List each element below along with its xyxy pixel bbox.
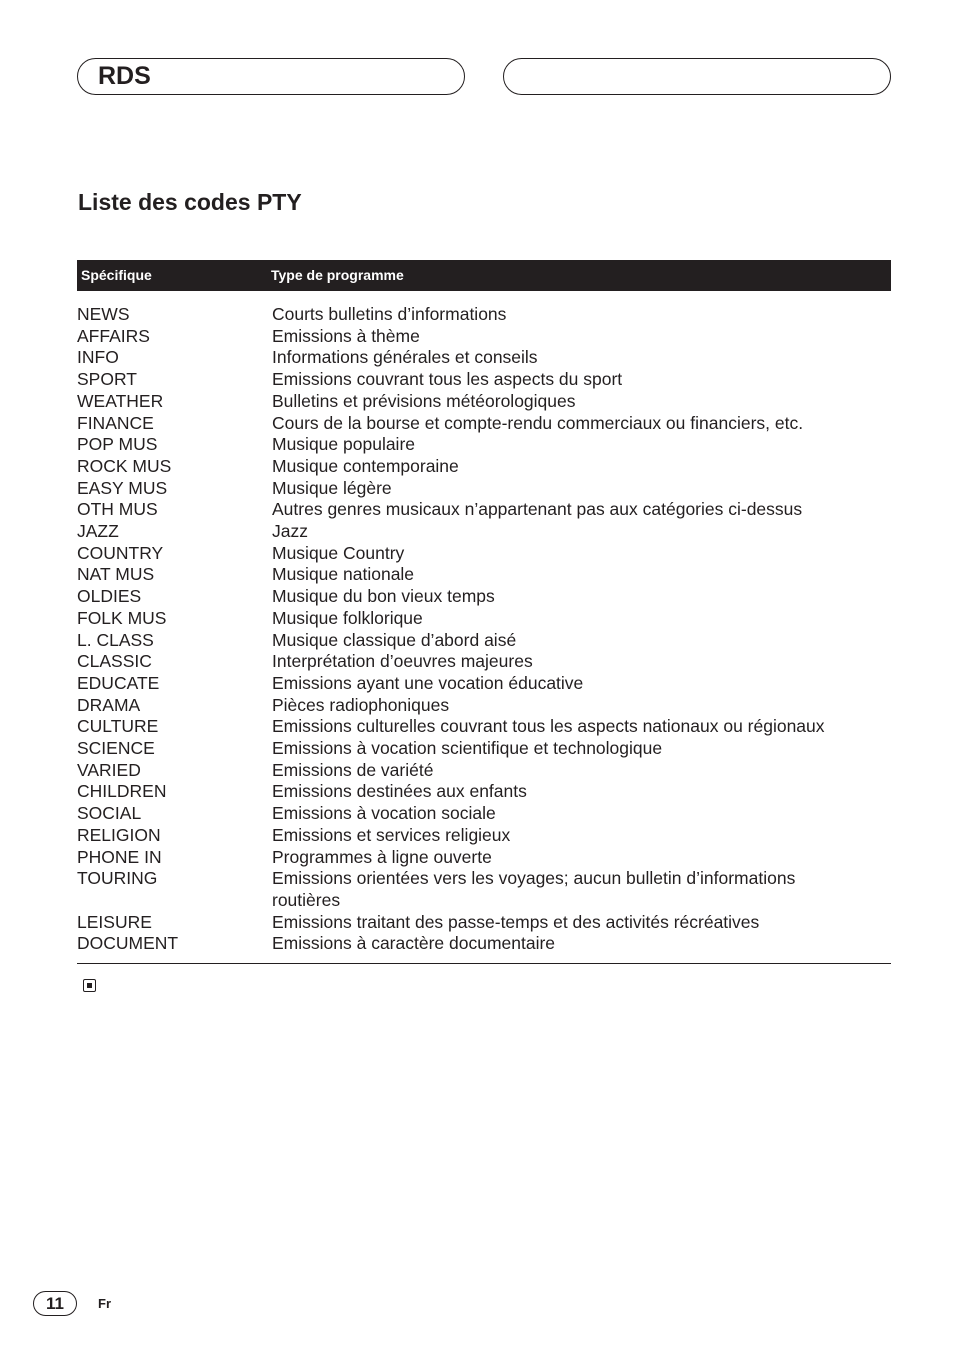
table-row [77,304,891,326]
table-row [77,760,891,782]
pty-code: RELIGION [77,824,161,845]
pty-code: OLDIES [77,586,142,607]
table-row [77,695,891,717]
language-label: Fr [98,1296,111,1311]
programme-type: Musique folklorique [272,607,423,628]
table-row [77,564,891,586]
programme-type: Musique du bon vieux temps [272,586,495,607]
pty-code: INFO [77,347,119,368]
programme-type: Musique populaire [272,434,416,455]
programme-type: Emissions à vocation sociale [272,803,496,824]
programme-type: Musique nationale [272,564,415,585]
table-row [77,434,891,456]
table-row [77,803,891,825]
programme-type: Emissions couvrant tous les aspects du sport [272,369,623,390]
pty-code: CHILDREN [77,781,167,802]
table-row [77,933,891,955]
programme-type: Emissions à caractère documentaire [272,933,556,954]
programme-type: Musique légère [272,477,392,498]
programme-type: Interprétation d’oeuvres majeures [272,651,533,672]
programme-type: Emissions à vocation scientifique et technologique [272,738,663,759]
table-row [77,478,891,500]
pty-code: L. CLASS [77,629,154,650]
programme-type: Programmes à ligne ouverte [272,846,492,867]
page-heading: Liste des codes PTY [78,189,302,215]
pty-code: JAZZ [77,521,119,542]
pty-code: TOURING [77,868,158,889]
pty-code: PHONE IN [77,846,162,867]
pty-code: OTH MUS [77,499,158,520]
table-row [77,673,891,695]
pty-code: SCIENCE [77,738,155,759]
programme-type: Pièces radiophoniques [272,694,450,715]
programme-type: Bulletins et prévisions météorologiques [272,390,576,411]
table-row [77,608,891,630]
table-row [77,912,891,934]
section-header-pill [77,58,465,95]
programme-type: Emissions orientées vers les voyages; aucun bulletin d’informations routières [272,868,796,910]
programme-type: Emissions culturelles couvrant tous les aspects nationaux ou régionaux [272,716,825,737]
pty-code: WEATHER [77,390,164,411]
table-row [77,716,891,738]
pty-code: DOCUMENT [77,933,179,954]
table-row [77,347,891,369]
table-row [77,413,891,435]
pty-code: CLASSIC [77,651,152,672]
table-row [77,326,891,348]
pty-code-table [77,304,891,955]
table-row [77,847,891,869]
programme-type: Emissions traitant des passe-temps et des activités récréatives [272,911,760,932]
pty-code: SPORT [77,369,137,390]
pty-code: FOLK MUS [77,607,167,628]
pty-code: LEISURE [77,911,152,932]
pty-code: SOCIAL [77,803,142,824]
page-number: 11 [33,1291,77,1316]
table-row [77,825,891,847]
programme-type: Courts bulletins d’informations [272,304,507,324]
programme-type: Emissions et services religieux [272,824,511,845]
section-title: RDS [98,62,151,90]
programme-type: Emissions destinées aux enfants [272,781,527,802]
programme-type: Emissions à thème [272,325,420,346]
table-row [77,630,891,652]
table-row [77,456,891,478]
right-header-pill [503,58,891,95]
programme-type: Musique Country [272,542,405,563]
programme-type: Jazz [272,521,308,542]
table-row [77,499,891,521]
pty-code: ROCK MUS [77,455,172,476]
pty-code: NAT MUS [77,564,155,585]
table-row [77,781,891,803]
programme-type: Emissions de variété [272,759,434,780]
programme-type: Informations générales et conseils [272,347,538,368]
table-row [77,586,891,608]
pty-code: CULTURE [77,716,159,737]
pty-code: EDUCATE [77,672,160,693]
table-bottom-rule [77,963,891,964]
pty-code: NEWS [77,304,130,324]
programme-type: Musique classique d’abord aisé [272,629,517,650]
column-header-type: Type de programme [271,267,404,283]
programme-type: Musique contemporaine [272,455,459,476]
programme-type: Cours de la bourse et compte-rendu commerciaux ou financiers, etc. [272,412,804,433]
programme-type: Emissions ayant une vocation éducative [272,672,584,693]
table-row [77,868,891,911]
pty-code: FINANCE [77,412,154,433]
programme-type: Autres genres musicaux n’appartenant pas aux catégories ci-dessus [272,499,803,520]
pty-code: POP MUS [77,434,158,455]
table-row [77,391,891,413]
table-header [77,260,891,291]
table-row [77,543,891,565]
table-row [77,738,891,760]
pty-code: EASY MUS [77,477,168,498]
pty-code: COUNTRY [77,542,164,563]
table-row [77,521,891,543]
pty-code: VARIED [77,759,141,780]
end-of-section-icon [83,979,96,992]
column-header-code: Spécifique [81,267,152,283]
pty-code: DRAMA [77,694,141,715]
table-row [77,369,891,391]
pty-code: AFFAIRS [77,325,150,346]
table-row [77,651,891,673]
